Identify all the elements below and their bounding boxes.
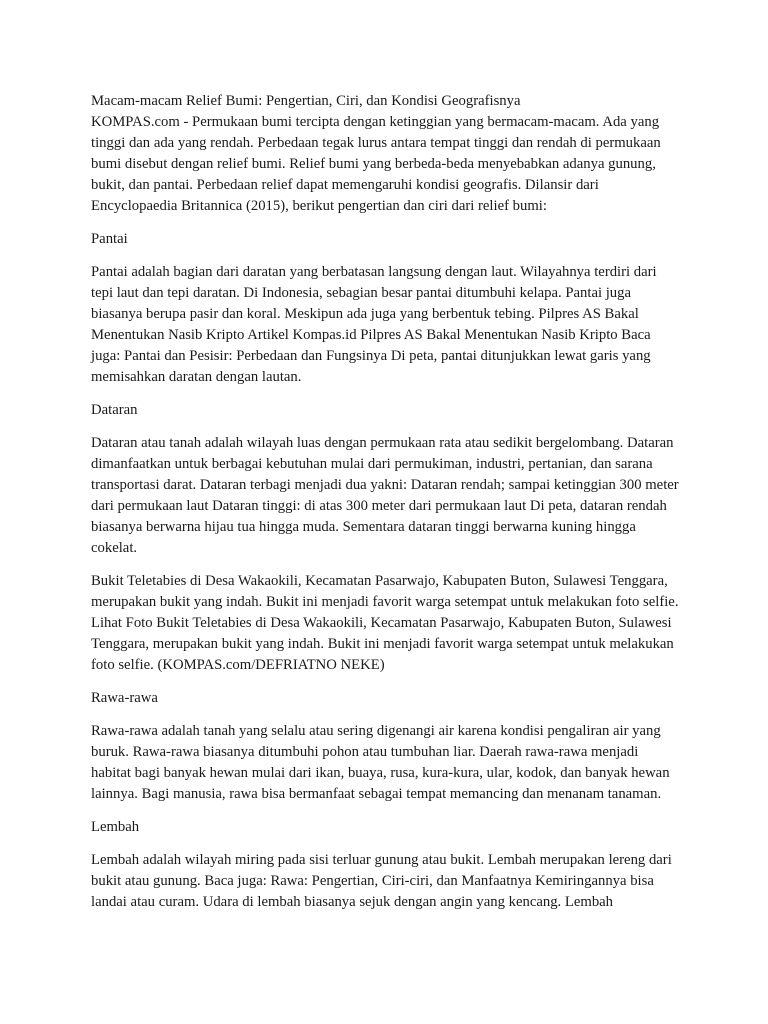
heading-dataran: Dataran [91, 402, 138, 418]
paragraph-rawa: Rawa-rawa adalah tanah yang selalu atau sering digenangi air karena kondisi pengaliran air yang buruk. Rawa-rawa biasanya ditumbuhi pohon atau tumbuhan liar. Daerah rawa-rawa menjadi habitat bagi banyak hewan mulai dari ikan, buaya, rusa, kura-kura, ular, kodok, dan banyak hewan lainnya. Bagi manusia, rawa bisa bermanfaat sebagai tempat memancing dan menanam tanaman. [91, 723, 670, 802]
intro-body: KOMPAS.com - Permukaan bumi tercipta dengan ketinggian yang bermacam-macam. Ada yang tinggi dan ada yang rendah. Perbedaan tegak lurus antara tempat tinggi dan rendah di permukaan bumi disebut dengan relief bumi. Relief bumi yang berbeda-beda menyebabkan adanya gunung, bukit, dan pantai. Perbedaan relief dapat memengaruhi kondisi geografis. Dilansir dari Encyclopaedia Britannica (2015), berikut pengertian dan ciri dari relief bumi: [91, 114, 661, 214]
paragraph-pantai: Pantai adalah bagian dari daratan yang berbatasan langsung dengan laut. Wilayahnya terdiri dari tepi laut dan tepi daratan. Di Indonesia, sebagian besar pantai ditumbuhi kelapa. Pantai juga biasanya berupa pasir dan koral. Meskipun ada juga yang berbentuk tebing. Pilpres AS Bakal Menentukan Nasib Kripto Artikel Kompas.id Pilpres AS Bakal Menentukan Nasib Kripto Baca juga: Pantai dan Pesisir: Perbedaan dan Fungsinya Di peta, pantai ditunjukkan lewat garis yang memisahkan daratan dengan lautan. [91, 264, 657, 385]
intro-paragraph [91, 91, 679, 217]
heading-rawa: Rawa-rawa [91, 690, 158, 706]
paragraph-dataran: Dataran atau tanah adalah wilayah luas dengan permukaan rata atau sedikit bergelombang. Dataran dimanfaatkan untuk berbagai kebutuhan mulai dari permukiman, industri, pertanian, dan sarana transportasi darat. Dataran terbagi menjadi dua yakni: Dataran rendah; sampai ketinggian 300 meter dari permukaan laut Dataran tinggi: di atas 300 meter dari permukaan laut Di peta, dataran rendah biasanya berwarna hijau tua hingga muda. Sementara dataran tinggi berwarna kuning hingga cokelat. [91, 435, 679, 556]
article-title: Macam-macam Relief Bumi: Pengertian, Ciri, dan Kondisi Geografisnya [91, 93, 521, 109]
paragraph-lembah: Lembah adalah wilayah miring pada sisi terluar gunung atau bukit. Lembah merupakan lereng dari bukit atau gunung. Baca juga: Rawa: Pengertian, Ciri-ciri, dan Manfaatnya Kemiringannya bisa landai atau curam. Udara di lembah biasanya sejuk dengan angin yang kencang. Lembah [91, 852, 672, 910]
document-page [91, 91, 679, 925]
heading-pantai: Pantai [91, 231, 128, 247]
heading-lembah: Lembah [91, 819, 140, 835]
paragraph-bukit-caption: Bukit Teletabies di Desa Wakaokili, Kecamatan Pasarwajo, Kabupaten Buton, Sulawesi Tenggara, merupakan bukit yang indah. Bukit ini menjadi favorit warga setempat untuk melakukan foto selfie. Lihat Foto Bukit Teletabies di Desa Wakaokili, Kecamatan Pasarwajo, Kabupaten Buton, Sulawesi Tenggara, merupakan bukit yang indah. Bukit ini menjadi favorit warga setempat untuk melakukan foto selfie. (KOMPAS.com/DEFRIATNO NEKE) [91, 573, 679, 673]
